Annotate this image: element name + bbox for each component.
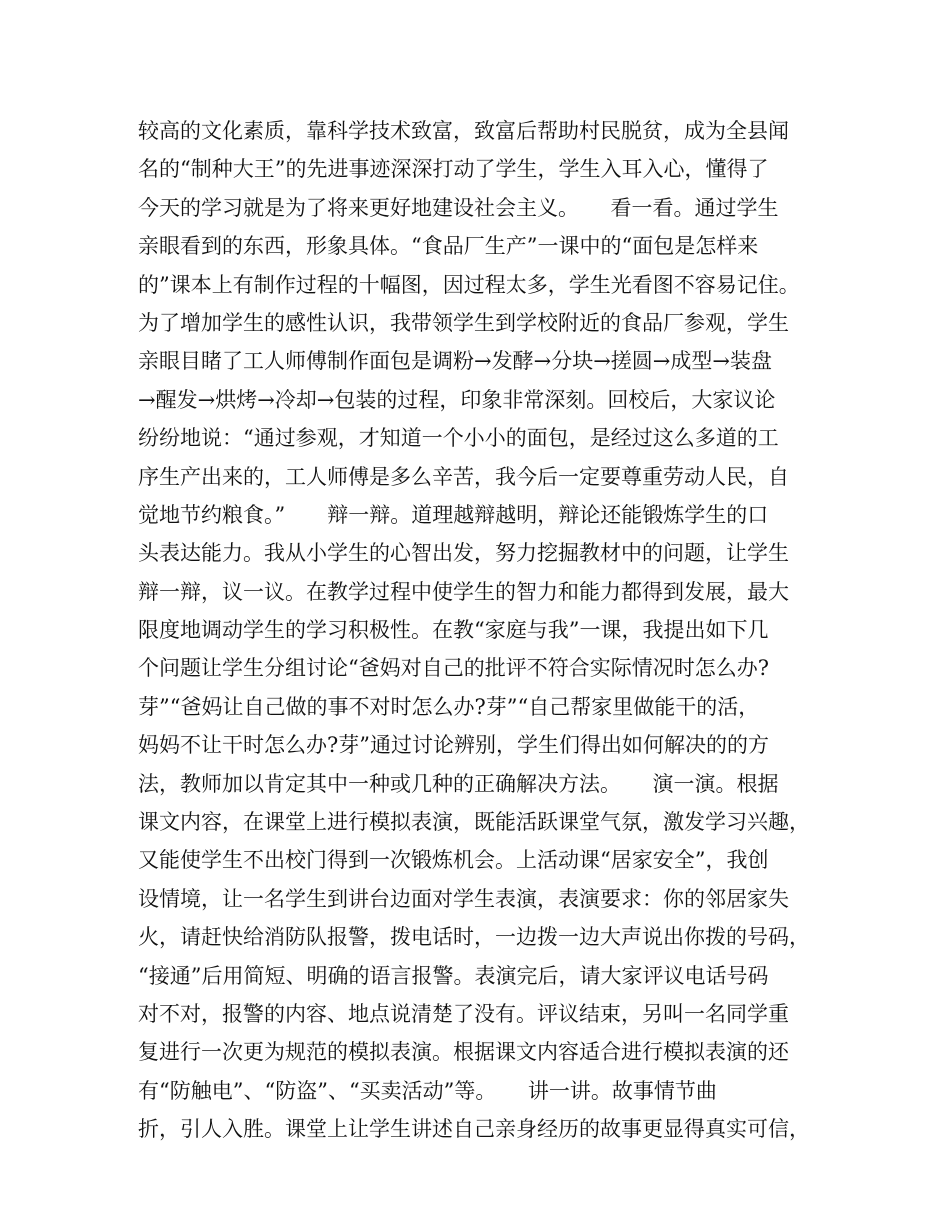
text-line-16: 芽”“爸妈让自己做的事不对时怎么办?芽”“自己帮家里做能干的活， bbox=[138, 694, 760, 719]
text-line-18: 法，教师加以肯定其中一种或几种的正确解决方法。 演一演。根据 bbox=[138, 771, 779, 796]
body-text bbox=[138, 112, 828, 1149]
text-line-20: 又能使学生不出校门得到一次锻炼机会。上活动课“居家安全”，我创 bbox=[138, 848, 769, 873]
text-line-3: 今天的学习就是为了将来更好地建设社会主义。 看一看。通过学生 bbox=[138, 195, 779, 220]
text-line-12: 头表达能力。我从小学生的心智出发，努力挖掘教材中的问题，让学生 bbox=[138, 541, 789, 566]
text-line-26: 有“防触电”、“防盗”、“买卖活动”等。 讲一讲。故事情节曲 bbox=[138, 1078, 717, 1103]
text-line-1: 较高的文化素质，靠科学技术致富，致富后帮助村民脱贫，成为全县闻 bbox=[138, 119, 789, 143]
text-line-5: 的”课本上有制作过程的十幅图，因过程太多，学生光看图不容易记住。 bbox=[138, 272, 800, 297]
text-line-27: 折，引人入胜。课堂上让学生讲述自己亲身经历的故事更显得真实可信， bbox=[138, 1117, 810, 1142]
text-line-24: 对不对，报警的内容、地点说清楚了没有。评议结束，另叫一名同学重 bbox=[138, 1001, 789, 1026]
text-line-6: 为了增加学生的感性认识，我带领学生到学校附近的食品厂参观，学生 bbox=[138, 310, 789, 335]
text-line-2: 名的“制种大王”的先进事迹深深打动了学生，学生入耳入心，懂得了 bbox=[138, 157, 769, 182]
text-line-21: 设情境，让一名学生到讲台边面对学生表演，表演要求：你的邻居家失 bbox=[138, 886, 789, 911]
text-line-8: →醒发→烘烤→冷却→包装的过程，印象非常深刻。回校后，大家议论 bbox=[138, 387, 776, 412]
text-line-7: 亲眼目睹了工人师傅制作面包是调粉→发酵→分块→搓圆→成型→装盘 bbox=[138, 349, 772, 374]
text-line-13: 辩一辩，议一议。在教学过程中使学生的智力和能力都得到发展，最大 bbox=[138, 579, 789, 604]
text-line-10: 序生产出来的，工人师傅是多么辛苦，我今后一定要尊重劳动人民，自 bbox=[138, 464, 789, 489]
text-line-9: 纷纷地说：“通过参观，才知道一个小小的面包，是经过这么多道的工 bbox=[138, 426, 779, 451]
text-line-14: 限度地调动学生的学习积极性。在教“家庭与我”一课，我提出如下几 bbox=[138, 618, 769, 643]
text-line-17: 妈妈不让干时怎么办?芽”通过讨论辨别，学生们得出如何解决的的方 bbox=[138, 733, 769, 758]
text-line-23: “接通”后用简短、明确的语言报警。表演完后，请大家评议电话号码 bbox=[138, 963, 769, 988]
text-line-15: 个问题让学生分组讨论“爸妈对自己的批评不符合实际情况时怎么办? bbox=[138, 656, 769, 681]
text-line-11: 觉地节约粮食。” 辩一辩。道理越辩越明，辩论还能锻炼学生的口 bbox=[138, 502, 769, 527]
text-line-25: 复进行一次更为规范的模拟表演。根据课文内容适合进行模拟表演的还 bbox=[138, 1040, 789, 1065]
text-line-19: 课文内容，在课堂上进行模拟表演，既能活跃课堂气氛，激发学习兴趣， bbox=[138, 810, 810, 835]
text-line-4: 亲眼看到的东西，形象具体。“食品厂生产”一课中的“面包是怎样来 bbox=[138, 234, 759, 259]
text-line-22: 火，请赶快给消防队报警，拨电话时，一边拨一边大声说出你拨的号码， bbox=[138, 925, 810, 950]
